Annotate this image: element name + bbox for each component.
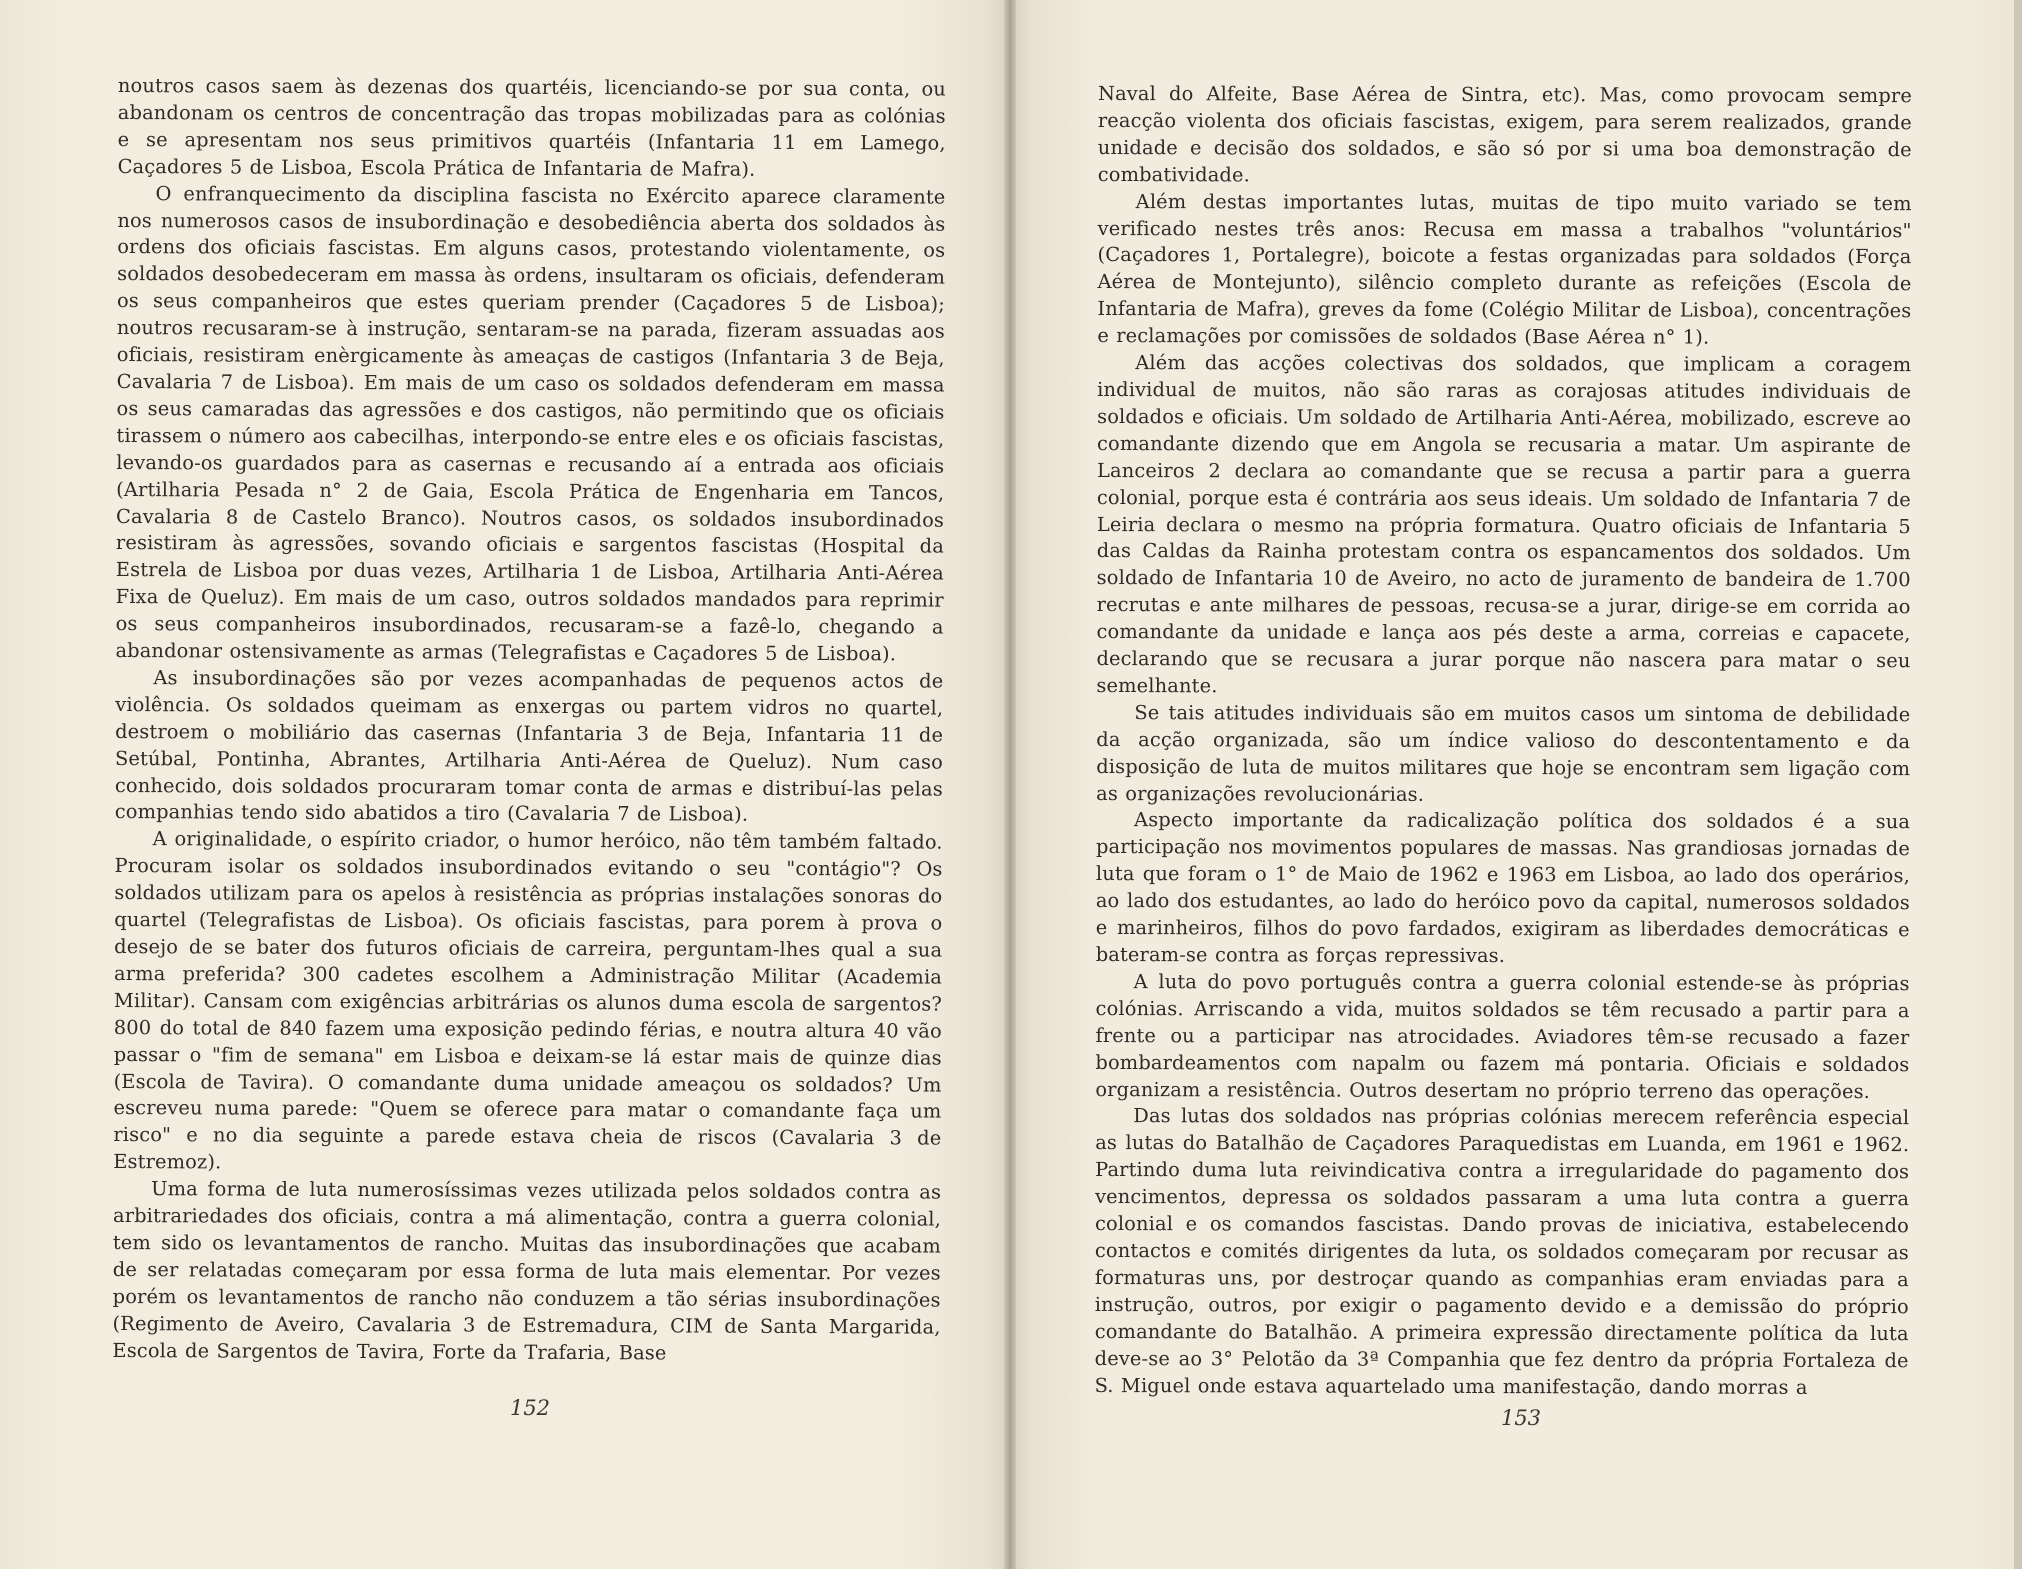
left-paragraph-1: noutros casos saem às dezenas dos quartéis, licenciando-se por sua conta, ou abandonam os centros de concentração das tropas mobilizadas para as colónias e se apresentam nos seus primitivos quartéis (Infantaria 11 em Lamego, Caçadores 5 de Lisboa, Escola Prática de Infantaria de Mafra). bbox=[117, 73, 946, 181]
book-gutter bbox=[1004, 0, 1016, 1569]
left-paragraph-4: A originalidade, o espírito criador, o humor heróico, não têm também faltado. Procuram isolar os soldados insubordinados evitando o seu "contágio"? Os soldados utilizam para os apelos à resistência as próprias instalações sonoras do quartel (Telegrafistas de Lisboa). Os oficiais fascistas, para porem à prova o desejo de se bater dos futuros oficiais de carreira, perguntam-lhes qual a sua arma preferida? 300 cadetes escolhem a Administração Militar (Academia Militar). Cansam com exigências arbitrárias os alunos duma escola de sargentos? 800 do total de 840 fazem uma exposição pedindo férias, e noutra altura 40 vão passar o "fim de semana" em Lisboa e deixam-se lá estar mais de quinze dias (Escola de Tavira). O comandante duma unidade ameaçou os soldados? Um escreveu numa parede: "Quem se oferece para matar o comandante faça um risco" e no dia seguinte a parede estava cheia de riscos (Cavalaria 3 de Estremoz). bbox=[113, 827, 943, 1174]
left-page bbox=[0, 0, 1010, 1569]
right-page-number: 153 bbox=[1500, 1406, 1542, 1430]
right-page-text bbox=[1095, 81, 1912, 1402]
right-paragraph-2: Além destas importantes lutas, muitas de tipo muito variado se tem verificado nestes três anos: Recusa em massa a trabalhos "voluntários" (Caçadores 1, Portalegre), boicote a festas organizadas para soldados (Força Aérea de Montejunto), silêncio completo durante as refeições (Escola de Infantaria de Mafra), greves da fome (Colégio Militar de Lisboa), concentrações e reclamações por comissões de soldados (Base Aérea n° 1). bbox=[1097, 189, 1912, 349]
right-paragraph-1: Naval do Alfeite, Base Aérea de Sintra, etc). Mas, como provocam sempre reacção violenta dos oficiais fascistas, exigem, para serem realizados, grande unidade e decisão dos soldados, e são só por si uma boa demonstração de combatividade. bbox=[1097, 82, 1912, 187]
right-paragraph-6: A luta do povo português contra a guerra colonial estende-se às próprias colónias. Arriscando a vida, muitos soldados se têm recusado a partir para a frente ou a participar nas atrocidades. Aviadores têm-se recusado a fazer bombardeamentos com napalm ou fazem má pontaria. Oficiais e soldados organizam a resistência. Outros desertam no próprio terreno das operações. bbox=[1095, 970, 1910, 1103]
right-paragraph-4: Se tais atitudes individuais são em muitos casos um sintoma de debilidade da acção organizada, são um índice valioso do descontentamento e da disposição de luta de muitos militares que hoje se encontram sem ligação com as organizações revolucionárias. bbox=[1096, 700, 1911, 806]
right-paragraph-7: Das lutas dos soldados nas próprias colónias merecem referência especial as lutas do Batalhão de Caçadores Paraquedistas em Luanda, em 1961 e 1962. Partindo duma luta reivindicativa contra a irregularidade do pagamento dos vencimentos, depressa os soldados passaram a uma luta contra a guerra colonial e os comandos fascistas. Dando provas de iniciativa, estabelecendo contactos e comités dirigentes da luta, os soldados começaram por recusar as formaturas uns, por destroçar quando as companhias eram enviadas para a instrução, outros, por exigir o pagamento devido e a demissão do próprio comandante do Batalhão. A primeira expressão directamente política da luta deve-se ao 3° Pelotão da 3ª Companhia que fez dentro da própria Fortaleza de S. Miguel onde estava aquartelado uma manifestação, dando morras a bbox=[1094, 1104, 1910, 1399]
left-paragraph-2: O enfranquecimento da disciplina fascista no Exército aparece claramente nos numerosos casos de insubordinação e desobediência aberta dos soldados às ordens dos oficiais fascistas. Em alguns casos, protestando violentamente, os soldados desobedeceram em massa às ordens, insultaram os oficiais, defenderam os seus companheiros que estes queriam prender (Caçadores 5 de Lisboa); noutros recusaram-se à instrução, sentaram-se na parada, fizeram assuadas aos oficiais, resistiram enèrgicamente às ameaças de castigos (Infantaria 3 de Beja, Cavalaria 7 de Lisboa). Em mais de um caso os soldados defenderam em massa os seus camaradas das agressões e dos castigos, não permitindo que os oficiais tirassem o número aos cabecilhas, interpondo-se entre eles e os oficiais fascistas, levando-os guardados para as casernas e recusando aí a entrada aos oficiais (Artilharia Pesada n° 2 de Gaia, Escola Prática de Engenharia em Tancos, Cavalaria 8 de Castelo Branco). Noutros casos, os soldados insubordinados resistiram às agressões, sovando oficiais e sargentos fascistas (Hospital da Estrela de Lisboa por duas vezes, Artilharia 1 de Lisboa, Artilharia Anti-Aérea Fixa de Queluz). Em mais de um caso, outros soldados mandados para reprimir os seus companheiros insubordinados, recusaram-se a fazê-lo, chegando a abandonar ostensivamente as armas (Telegrafistas e Caçadores 5 de Lisboa). bbox=[115, 181, 946, 666]
page-edge bbox=[2014, 0, 2022, 1569]
left-paragraph-3: As insubordinações são por vezes acompanhadas de pequenos actos de violência. Os soldados queimam as enxergas ou partem vidros no quartel, destroem o mobiliário das casernas (Infantaria 3 de Beja, Infantaria 11 de Setúbal, Pontinha, Abrantes, Artilharia Anti-Aérea de Queluz). Num caso conhecido, dois soldados procuraram tomar conta de armas e distribuí-las pelas companhias tendo sido abatidos a tiro (Cavalaria 7 de Lisboa). bbox=[114, 666, 944, 827]
left-page-number: 152 bbox=[509, 1396, 551, 1420]
left-page-text bbox=[112, 73, 946, 1368]
right-paragraph-3: Além das acções colectivas dos soldados, que implicam a coragem individual de muitos, não são raras as corajosas atitudes individuais de soldados e oficiais. Um soldado de Artilharia Anti-Aérea, mobilizado, escreve ao comandante dizendo que em Angola se recusaria a matar. Um aspirante de Lanceiros 2 declara ao comandante que se recusa a partir para a guerra colonial, porque esta é contrária aos seus ideais. Um soldado de Infantaria 7 de Leiria declara o mesmo na própria formatura. Quatro oficiais de Infantaria 5 das Caldas da Rainha protestam contra os espancamentos dos soldados. Um soldado de Infantaria 10 de Aveiro, no acto de juramento de bandeira de 1.700 recrutas e ante milhares de pessoas, recusa-se a jurar, dirige-se em corrida ao comandante da unidade e lança aos pés deste a arma, correias e capacete, declarando que se recusara a jurar porque não nascera para matar o seu semelhante. bbox=[1096, 351, 1912, 698]
right-paragraph-5: Aspecto importante da radicalização política dos soldados é a sua participação nos movimentos populares de massas. Nas grandiosas jornadas de luta que foram o 1° de Maio de 1962 e 1963 em Lisboa, ao lado dos operários, ao lado dos estudantes, ao lado do heróico povo da capital, numerosos soldados e marinheiros, filhos do povo fardados, exigiram as liberdades democráticas e bateram-se contra as forças repressivas. bbox=[1095, 808, 1911, 968]
left-paragraph-5: Uma forma de luta numerosíssimas vezes utilizada pelos soldados contra as arbitrariedades dos oficiais, contra a má alimentação, contra a guerra colonial, tem sido os levantamentos de rancho. Muitas das insubordinações que acabam de ser relatadas começaram por essa forma de luta mais elementar. Por vezes porém os levantamentos de rancho não conduzem a tão sérias insubordinações (Regimento de Aveiro, Cavalaria 3 de Estremadura, CIM de Santa Margarida, Escola de Sargentos de Tavira, Forte da Trafaria, Base bbox=[112, 1177, 942, 1364]
